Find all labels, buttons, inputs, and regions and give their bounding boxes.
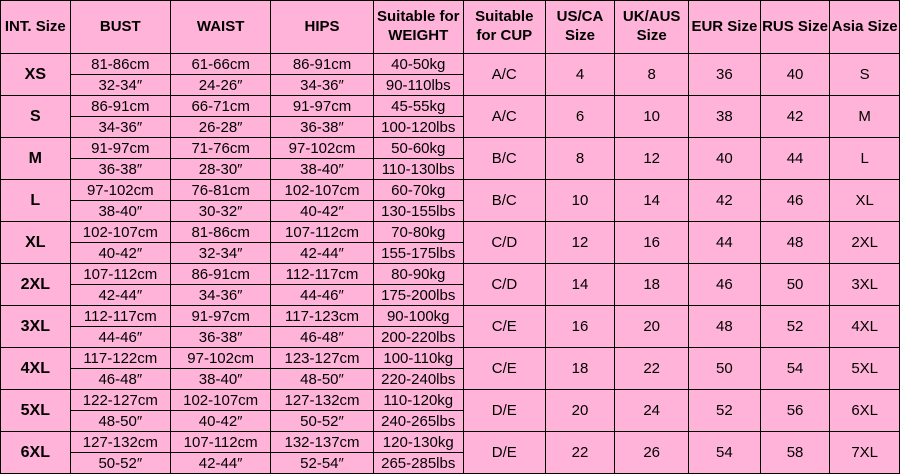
- cell-eur: 44: [689, 222, 761, 264]
- column-header-bust: BUST: [70, 1, 170, 54]
- column-header-int-size: INT. Size: [1, 1, 71, 54]
- cell-hips-cm: 107-112cm: [271, 222, 372, 243]
- cell-bust: [70, 138, 170, 180]
- cell-bust-inch: 46-48″: [98, 370, 143, 388]
- cell-rus: 54: [760, 348, 830, 390]
- cell-hips-cm: 117-123cm: [271, 306, 372, 327]
- cell-hips-inch: 48-50″: [300, 370, 344, 388]
- cell-hips: [271, 306, 373, 348]
- cell-cup: A/C: [463, 96, 545, 138]
- cell-hips-cm: 132-137cm: [271, 432, 372, 453]
- cell-waist-inch: 30-32″: [198, 202, 243, 220]
- table-row: [1, 264, 900, 306]
- cell-waist-cm: 97-102cm: [171, 348, 270, 369]
- cell-waist-cm: 76-81cm: [171, 180, 270, 201]
- cell-weight-lbs: 265-285lbs: [381, 454, 456, 472]
- cell-waist-cm: 61-66cm: [171, 54, 270, 75]
- cell-uk-aus: 8: [615, 54, 689, 96]
- table-body: [1, 54, 900, 474]
- cell-int-size: 5XL: [1, 390, 71, 432]
- cell-weight-kg: 90-100kg: [374, 306, 463, 327]
- table-row: [1, 432, 900, 474]
- cell-hips-inch: 40-42″: [300, 202, 344, 220]
- cell-waist-inch: 24-26″: [198, 76, 243, 94]
- table-row: [1, 180, 900, 222]
- cell-bust-cm: 86-91cm: [71, 96, 170, 117]
- cell-waist-inch: 40-42″: [198, 412, 243, 430]
- cell-bust: [70, 390, 170, 432]
- cell-rus: 52: [760, 306, 830, 348]
- cell-rus: 58: [760, 432, 830, 474]
- cell-weight: [373, 264, 463, 306]
- cell-hips-inch: 46-48″: [300, 328, 344, 346]
- cell-weight: [373, 390, 463, 432]
- cell-bust-cm: 91-97cm: [71, 138, 170, 159]
- cell-waist: [170, 390, 270, 432]
- column-header-eur: EUR Size: [689, 1, 761, 54]
- cell-weight-kg: 70-80kg: [374, 222, 463, 243]
- cell-waist-inch: 28-30″: [198, 160, 243, 178]
- cell-bust-inch: 32-34″: [98, 76, 143, 94]
- cell-uk-aus: 24: [615, 390, 689, 432]
- cell-bust-cm: 97-102cm: [71, 180, 170, 201]
- cell-hips-inch: 36-38″: [300, 118, 344, 136]
- cell-bust: [70, 306, 170, 348]
- table-row: [1, 348, 900, 390]
- table-row: [1, 222, 900, 264]
- table-header: [1, 1, 900, 54]
- cell-eur: 54: [689, 432, 761, 474]
- cell-waist-cm: 71-76cm: [171, 138, 270, 159]
- cell-bust-cm: 127-132cm: [71, 432, 170, 453]
- cell-hips: [271, 222, 373, 264]
- cell-weight-kg: 110-120kg: [374, 390, 463, 411]
- cell-weight-kg: 45-55kg: [374, 96, 463, 117]
- cell-us-ca: 10: [545, 180, 615, 222]
- cell-weight: [373, 54, 463, 96]
- cell-int-size: L: [1, 180, 71, 222]
- cell-hips-inch: 38-40″: [300, 160, 344, 178]
- cell-hips-inch: 52-54″: [300, 454, 344, 472]
- cell-hips: [271, 264, 373, 306]
- cell-hips-cm: 91-97cm: [271, 96, 372, 117]
- cell-cup: A/C: [463, 54, 545, 96]
- cell-rus: 40: [760, 54, 830, 96]
- cell-asia: 5XL: [830, 348, 900, 390]
- cell-hips: [271, 348, 373, 390]
- cell-rus: 50: [760, 264, 830, 306]
- cell-bust: [70, 264, 170, 306]
- cell-rus: 42: [760, 96, 830, 138]
- cell-us-ca: 4: [545, 54, 615, 96]
- cell-cup: C/D: [463, 222, 545, 264]
- cell-waist: [170, 306, 270, 348]
- cell-bust-inch: 50-52″: [98, 454, 143, 472]
- cell-cup: C/D: [463, 264, 545, 306]
- cell-hips: [271, 138, 373, 180]
- cell-weight: [373, 222, 463, 264]
- cell-cup: B/C: [463, 138, 545, 180]
- column-header-us-ca: US/CA Size: [545, 1, 615, 54]
- cell-us-ca: 22: [545, 432, 615, 474]
- cell-uk-aus: 18: [615, 264, 689, 306]
- cell-weight-kg: 60-70kg: [374, 180, 463, 201]
- cell-asia: 7XL: [830, 432, 900, 474]
- cell-bust-cm: 81-86cm: [71, 54, 170, 75]
- cell-weight-kg: 50-60kg: [374, 138, 463, 159]
- cell-bust-inch: 48-50″: [98, 412, 143, 430]
- cell-weight-lbs: 220-240lbs: [381, 370, 456, 388]
- cell-eur: 46: [689, 264, 761, 306]
- cell-asia: 3XL: [830, 264, 900, 306]
- cell-hips-inch: 44-46″: [300, 286, 344, 304]
- cell-cup: D/E: [463, 432, 545, 474]
- table-row: [1, 138, 900, 180]
- cell-waist: [170, 222, 270, 264]
- cell-eur: 48: [689, 306, 761, 348]
- cell-eur: 36: [689, 54, 761, 96]
- column-header-hips: HIPS: [271, 1, 373, 54]
- cell-rus: 44: [760, 138, 830, 180]
- cell-bust: [70, 432, 170, 474]
- cell-weight: [373, 138, 463, 180]
- cell-int-size: 2XL: [1, 264, 71, 306]
- cell-weight-kg: 40-50kg: [374, 54, 463, 75]
- cell-hips-inch: 50-52″: [300, 412, 344, 430]
- cell-bust-inch: 34-36″: [98, 118, 143, 136]
- cell-weight-kg: 120-130kg: [374, 432, 463, 453]
- cell-waist: [170, 180, 270, 222]
- cell-uk-aus: 22: [615, 348, 689, 390]
- cell-asia: 6XL: [830, 390, 900, 432]
- cell-us-ca: 16: [545, 306, 615, 348]
- table-row: [1, 54, 900, 96]
- cell-waist-inch: 26-28″: [198, 118, 243, 136]
- cell-int-size: 6XL: [1, 432, 71, 474]
- cell-rus: 48: [760, 222, 830, 264]
- cell-us-ca: 6: [545, 96, 615, 138]
- table-row: [1, 390, 900, 432]
- cell-cup: D/E: [463, 390, 545, 432]
- cell-eur: 52: [689, 390, 761, 432]
- cell-rus: 46: [760, 180, 830, 222]
- cell-hips-cm: 112-117cm: [271, 264, 372, 285]
- cell-int-size: M: [1, 138, 71, 180]
- cell-int-size: S: [1, 96, 71, 138]
- cell-bust-cm: 102-107cm: [71, 222, 170, 243]
- cell-uk-aus: 10: [615, 96, 689, 138]
- cell-asia: S: [830, 54, 900, 96]
- cell-waist-inch: 36-38″: [198, 328, 243, 346]
- cell-weight: [373, 432, 463, 474]
- cell-bust: [70, 180, 170, 222]
- cell-int-size: XL: [1, 222, 71, 264]
- column-header-cup: Suitable for CUP: [463, 1, 545, 54]
- cell-weight-kg: 80-90kg: [374, 264, 463, 285]
- cell-bust: [70, 54, 170, 96]
- cell-hips-cm: 127-132cm: [271, 390, 372, 411]
- cell-bust: [70, 348, 170, 390]
- cell-cup: B/C: [463, 180, 545, 222]
- cell-waist-inch: 34-36″: [198, 286, 243, 304]
- cell-waist: [170, 432, 270, 474]
- cell-waist-cm: 107-112cm: [171, 432, 270, 453]
- cell-uk-aus: 26: [615, 432, 689, 474]
- cell-bust: [70, 96, 170, 138]
- cell-us-ca: 18: [545, 348, 615, 390]
- cell-bust: [70, 222, 170, 264]
- cell-weight-lbs: 90-110lbs: [385, 76, 451, 94]
- cell-bust-cm: 112-117cm: [71, 306, 170, 327]
- cell-waist-cm: 81-86cm: [171, 222, 270, 243]
- cell-eur: 38: [689, 96, 761, 138]
- cell-weight: [373, 180, 463, 222]
- cell-uk-aus: 14: [615, 180, 689, 222]
- cell-weight-lbs: 130-155lbs: [381, 202, 456, 220]
- cell-hips-cm: 86-91cm: [271, 54, 372, 75]
- cell-bust-cm: 117-122cm: [71, 348, 170, 369]
- cell-eur: 40: [689, 138, 761, 180]
- cell-bust-inch: 36-38″: [98, 160, 143, 178]
- cell-hips: [271, 180, 373, 222]
- cell-waist-cm: 66-71cm: [171, 96, 270, 117]
- cell-weight-kg: 100-110kg: [374, 348, 463, 369]
- cell-us-ca: 14: [545, 264, 615, 306]
- cell-uk-aus: 12: [615, 138, 689, 180]
- cell-waist: [170, 264, 270, 306]
- cell-int-size: 3XL: [1, 306, 71, 348]
- table-row: [1, 96, 900, 138]
- header-row: [1, 1, 900, 54]
- cell-cup: C/E: [463, 348, 545, 390]
- cell-weight-lbs: 100-120lbs: [381, 118, 456, 136]
- cell-waist-cm: 102-107cm: [171, 390, 270, 411]
- cell-weight-lbs: 200-220lbs: [381, 328, 456, 346]
- cell-us-ca: 8: [545, 138, 615, 180]
- cell-bust-inch: 38-40″: [98, 202, 143, 220]
- cell-hips: [271, 390, 373, 432]
- cell-us-ca: 12: [545, 222, 615, 264]
- cell-uk-aus: 16: [615, 222, 689, 264]
- column-header-asia: Asia Size: [830, 1, 900, 54]
- cell-bust-cm: 122-127cm: [71, 390, 170, 411]
- cell-hips: [271, 54, 373, 96]
- cell-waist-inch: 38-40″: [198, 370, 243, 388]
- cell-eur: 50: [689, 348, 761, 390]
- cell-waist: [170, 348, 270, 390]
- cell-bust-inch: 42-44″: [98, 286, 143, 304]
- column-header-uk-aus: UK/AUS Size: [615, 1, 689, 54]
- cell-asia: XL: [830, 180, 900, 222]
- cell-weight: [373, 96, 463, 138]
- cell-waist: [170, 96, 270, 138]
- column-header-rus: RUS Size: [760, 1, 830, 54]
- cell-hips-cm: 97-102cm: [271, 138, 372, 159]
- cell-hips: [271, 432, 373, 474]
- cell-asia: 4XL: [830, 306, 900, 348]
- cell-waist: [170, 54, 270, 96]
- cell-weight-lbs: 110-130lbs: [381, 160, 455, 178]
- cell-eur: 42: [689, 180, 761, 222]
- cell-weight: [373, 306, 463, 348]
- cell-waist-cm: 91-97cm: [171, 306, 270, 327]
- cell-uk-aus: 20: [615, 306, 689, 348]
- cell-hips-cm: 102-107cm: [271, 180, 372, 201]
- cell-asia: M: [830, 96, 900, 138]
- cell-asia: L: [830, 138, 900, 180]
- cell-bust-cm: 107-112cm: [71, 264, 170, 285]
- cell-asia: 2XL: [830, 222, 900, 264]
- cell-bust-inch: 44-46″: [98, 328, 143, 346]
- cell-weight-lbs: 155-175lbs: [381, 244, 456, 262]
- column-header-weight: Suitable for WEIGHT: [373, 1, 463, 54]
- cell-weight-lbs: 240-265lbs: [381, 412, 456, 430]
- cell-weight-lbs: 175-200lbs: [381, 286, 456, 304]
- cell-waist: [170, 138, 270, 180]
- cell-cup: C/E: [463, 306, 545, 348]
- cell-bust-inch: 40-42″: [98, 244, 143, 262]
- cell-rus: 56: [760, 390, 830, 432]
- cell-hips-cm: 123-127cm: [271, 348, 372, 369]
- cell-waist-cm: 86-91cm: [171, 264, 270, 285]
- column-header-waist: WAIST: [170, 1, 270, 54]
- cell-hips-inch: 34-36″: [300, 76, 344, 94]
- cell-int-size: XS: [1, 54, 71, 96]
- cell-waist-inch: 42-44″: [198, 454, 243, 472]
- cell-int-size: 4XL: [1, 348, 71, 390]
- table-row: [1, 306, 900, 348]
- cell-weight: [373, 348, 463, 390]
- cell-hips: [271, 96, 373, 138]
- cell-waist-inch: 32-34″: [198, 244, 243, 262]
- cell-us-ca: 20: [545, 390, 615, 432]
- cell-hips-inch: 42-44″: [300, 244, 344, 262]
